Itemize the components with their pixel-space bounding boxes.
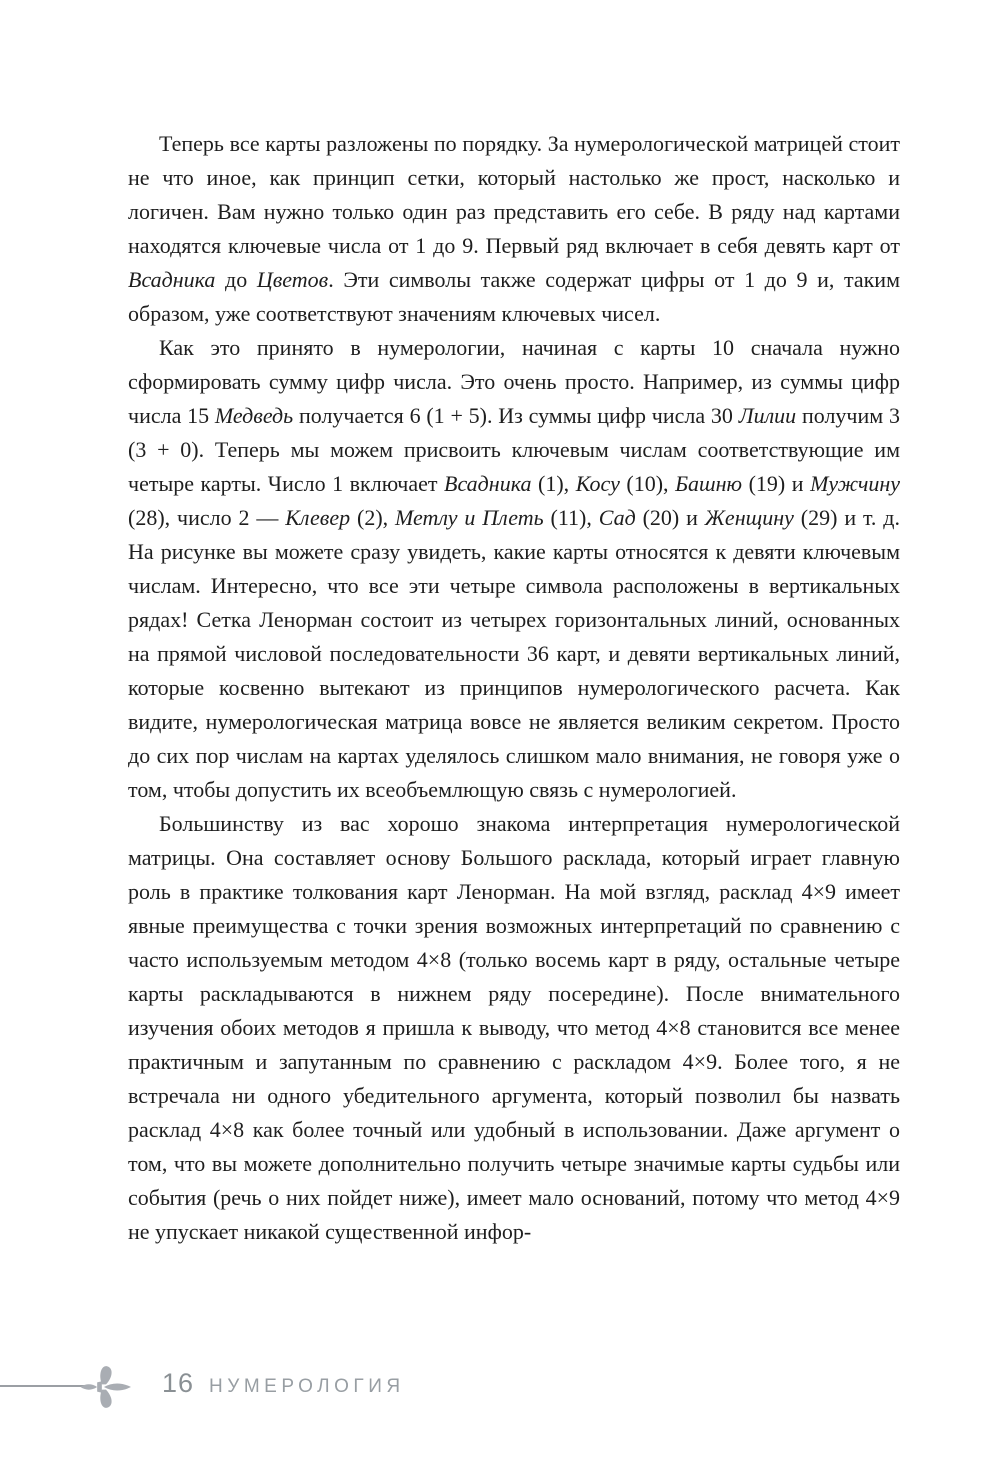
- text-run: (11),: [543, 505, 599, 530]
- fleur-de-lis-icon: [78, 1361, 134, 1413]
- card-name-italic: Косу: [575, 471, 620, 496]
- text-run: (29) и т. д. На рисунке вы можете сразу увидеть, какие карты относятся к девяти ключевым числам. Интересно, что все эти четыре символа расположены в вертикальных рядах! Сетка Ленорман состоит из четырех горизонтальных линий, основанных на прямой числовой последовательности 36 карт, и девяти вертикальных линий, которые косвенно вытекают из принципов нумерологического расчета. Как видите, нумерологическая матрица вовсе не является великим секретом. Просто до сих пор числам на картах уделялось слишком мало внимания, не говоря уже о том, чтобы допустить их всеобъемлющую связь с нумерологией.: [128, 505, 901, 802]
- footer-rule: [0, 1385, 86, 1387]
- card-name-italic: Всадника: [444, 471, 532, 496]
- footer: [162, 1368, 405, 1399]
- card-name-italic: Цветов: [256, 267, 329, 292]
- card-name-italic: Мужчину: [810, 471, 900, 496]
- text-run: получим 3 (3 + 0). Теперь мы можем присвоить ключевым числам соответствующие им четыре карты. Число 1 включает: [128, 403, 900, 496]
- text-run: до: [215, 267, 257, 292]
- card-name-italic: Клевер: [285, 505, 351, 530]
- card-name-italic: Сад: [598, 505, 636, 530]
- text-run: (19) и: [742, 471, 811, 496]
- card-name-italic: Всадника: [128, 267, 216, 292]
- card-name-italic: Лилии: [738, 403, 797, 428]
- text-run: получается 6 (1 + 5). Из суммы цифр числа 30: [293, 403, 739, 428]
- paragraph: [128, 807, 900, 1249]
- paragraph: [128, 331, 900, 807]
- body-text: [128, 127, 900, 1249]
- card-name-italic: Метлу и Плеть: [395, 505, 544, 530]
- text-run: Большинству из вас хорошо знакома интерпретация нумерологической матрицы. Она составляет основу Большого расклада, который играет главную роль в практике толкования карт Ленорман. На мой взгляд, расклад 4×9 имеет явные преимущества с точки зрения возможных интерпретаций по сравнению с часто используемым методом 4×8 (только восемь карт в ряду, остальные четыре карты раскладываются в нижнем ряду посередине). После внимательного изучения обоих методов я пришла к выводу, что метод 4×8 становится все менее практичным и запутанным по сравнению с раскладом 4×9. Более того, я не встречала ни одного убедительного аргумента, который позволил бы назвать расклад 4×8 как более точный или удобный в использовании. Даже аргумент о том, что вы можете дополнительно получить четыре значимые карты судьбы или события (речь о них пойдет ниже), имеет мало оснований, потому что метод 4×9 не упускает никакой существенной инфор-: [128, 811, 900, 1244]
- text-run: Как это принято в нумерологии, начиная с карты 10 сначала нужно сформировать сумму цифр числа. Это очень просто. Например, из суммы цифр числа 15: [128, 335, 900, 428]
- section-title: НУМЕРОЛОГИЯ: [209, 1376, 405, 1397]
- text-run: (1),: [531, 471, 576, 496]
- text-run: (20) и: [635, 505, 705, 530]
- card-name-italic: Медведь: [214, 403, 294, 428]
- text-run: (2),: [350, 505, 396, 530]
- card-name-italic: Женщину: [704, 505, 794, 530]
- page-number: 16: [162, 1368, 195, 1398]
- paragraph: [128, 127, 900, 331]
- text-run: (28), число 2 —: [128, 505, 286, 530]
- text-run: (10),: [619, 471, 676, 496]
- card-name-italic: Башню: [675, 471, 743, 496]
- text-run: . Эти символы также содержат цифры от 1 до 9 и, таким образом, уже соответствуют значениям ключевых чисел.: [128, 267, 900, 326]
- text-run: Теперь все карты разложены по порядку. За нумерологической матрицей стоит не что иное, как принцип сетки, который настолько же прост, насколько и логичен. Вам нужно только один раз представить его себе. В ряду над картами находятся ключевые числа от 1 до 9. Первый ряд включает в себя девять карт от: [128, 131, 900, 258]
